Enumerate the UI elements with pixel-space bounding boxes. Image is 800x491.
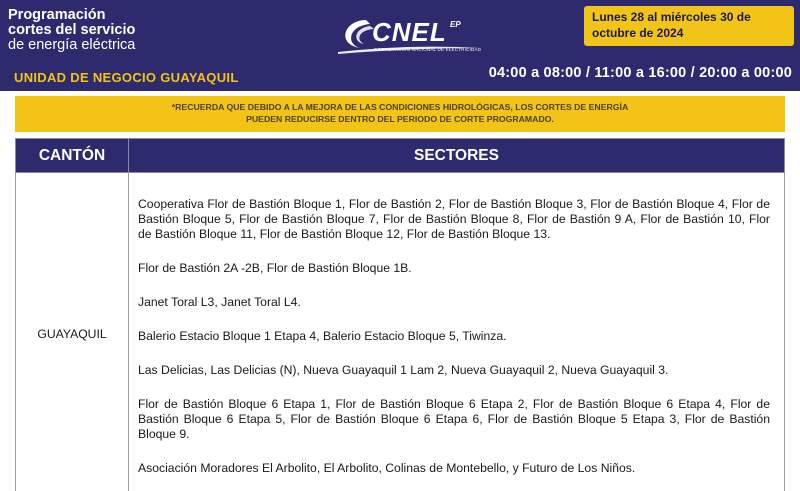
notice-banner [15,96,785,132]
sector-group: Cooperativa Flor de Bastión Bloque 1, Flor de Bastión 2, Flor de Bastión Bloque 3, Flor de Bastión Bloque 4, Flor de Bastión Bloque 5, Flor de Bastión Bloque 7, Flor de Bastión Bloque 8, Flor de Bastión 9 A, Flor de Bastión 10, Flor de Bastión Bloque 11, Flor de Bastión Bloque 12, Flor de Bastión Bloque 13. [138,197,770,241]
notice-line-2: PUEDEN REDUCIRSE DENTRO DEL PERIODO DE CORTE PROGRAMADO. [246,114,554,124]
sector-group: Asociación Moradores El Arbolito, El Arbolito, Colinas de Montebello, y Futuro de Los Niños. [138,461,636,475]
title-line-1: Programación [8,7,106,23]
sector-group: Janet Toral L3, Janet Toral L4. [138,295,301,309]
header-banner [0,0,800,91]
notice-line-1: *RECUERDA QUE DEBIDO A LA MEJORA DE LAS CONDICIONES HIDROLÓGICAS, LOS CORTES DE ENERGÍA [171,102,629,112]
page-title [8,8,228,53]
table-row [16,173,785,491]
business-unit-label: UNIDAD DE NEGOCIO GUAYAQUIL [14,70,239,85]
column-header-canton: CANTÓN [16,139,129,173]
sectors-cell [129,173,785,491]
title-line-3: de energía eléctrica [8,37,136,53]
outage-table [15,138,785,491]
table-header-row [16,139,785,173]
column-header-sectors: SECTORES [129,139,785,173]
logo-suffix: EP [450,20,461,29]
canton-cell: GUAYAQUIL [16,173,129,491]
sector-group: Flor de Bastión 2A -2B, Flor de Bastión Bloque 1B. [138,261,412,275]
cnel-logo [330,14,490,58]
logo-tagline: CORPORACIÓN NACIONAL DE ELECTRICIDAD [374,47,482,52]
sector-group: Las Delicias, Las Delicias (N), Nueva Guayaquil 1 Lam 2, Nueva Guayaquil 2, Nueva Guayaquil 3. [138,363,669,377]
schedule-times: 04:00 a 08:00 / 11:00 a 16:00 / 20:00 a 00:00 [488,65,792,81]
title-line-2: cortes del servicio [8,22,136,38]
sector-group: Flor de Bastión Bloque 6 Etapa 1, Flor de Bastión Bloque 6 Etapa 2, Flor de Bastión Bloque 6 Etapa 4, Flor de Bastión Bloque 6 Etapa 5, Flor de Bastión Bloque 6 Etapa 6, Flor de Bastión Bloque 5 Etapa 3, Flor de Bastión Bloque 9. [138,397,770,441]
logo-wordmark: CNEL [372,17,447,47]
sector-group: Balerio Estacio Bloque 1 Etapa 4, Balerio Estacio Bloque 5, Tiwinza. [138,329,507,343]
date-range-badge: Lunes 28 al miércoles 30 de octubre de 2024 [584,6,794,46]
